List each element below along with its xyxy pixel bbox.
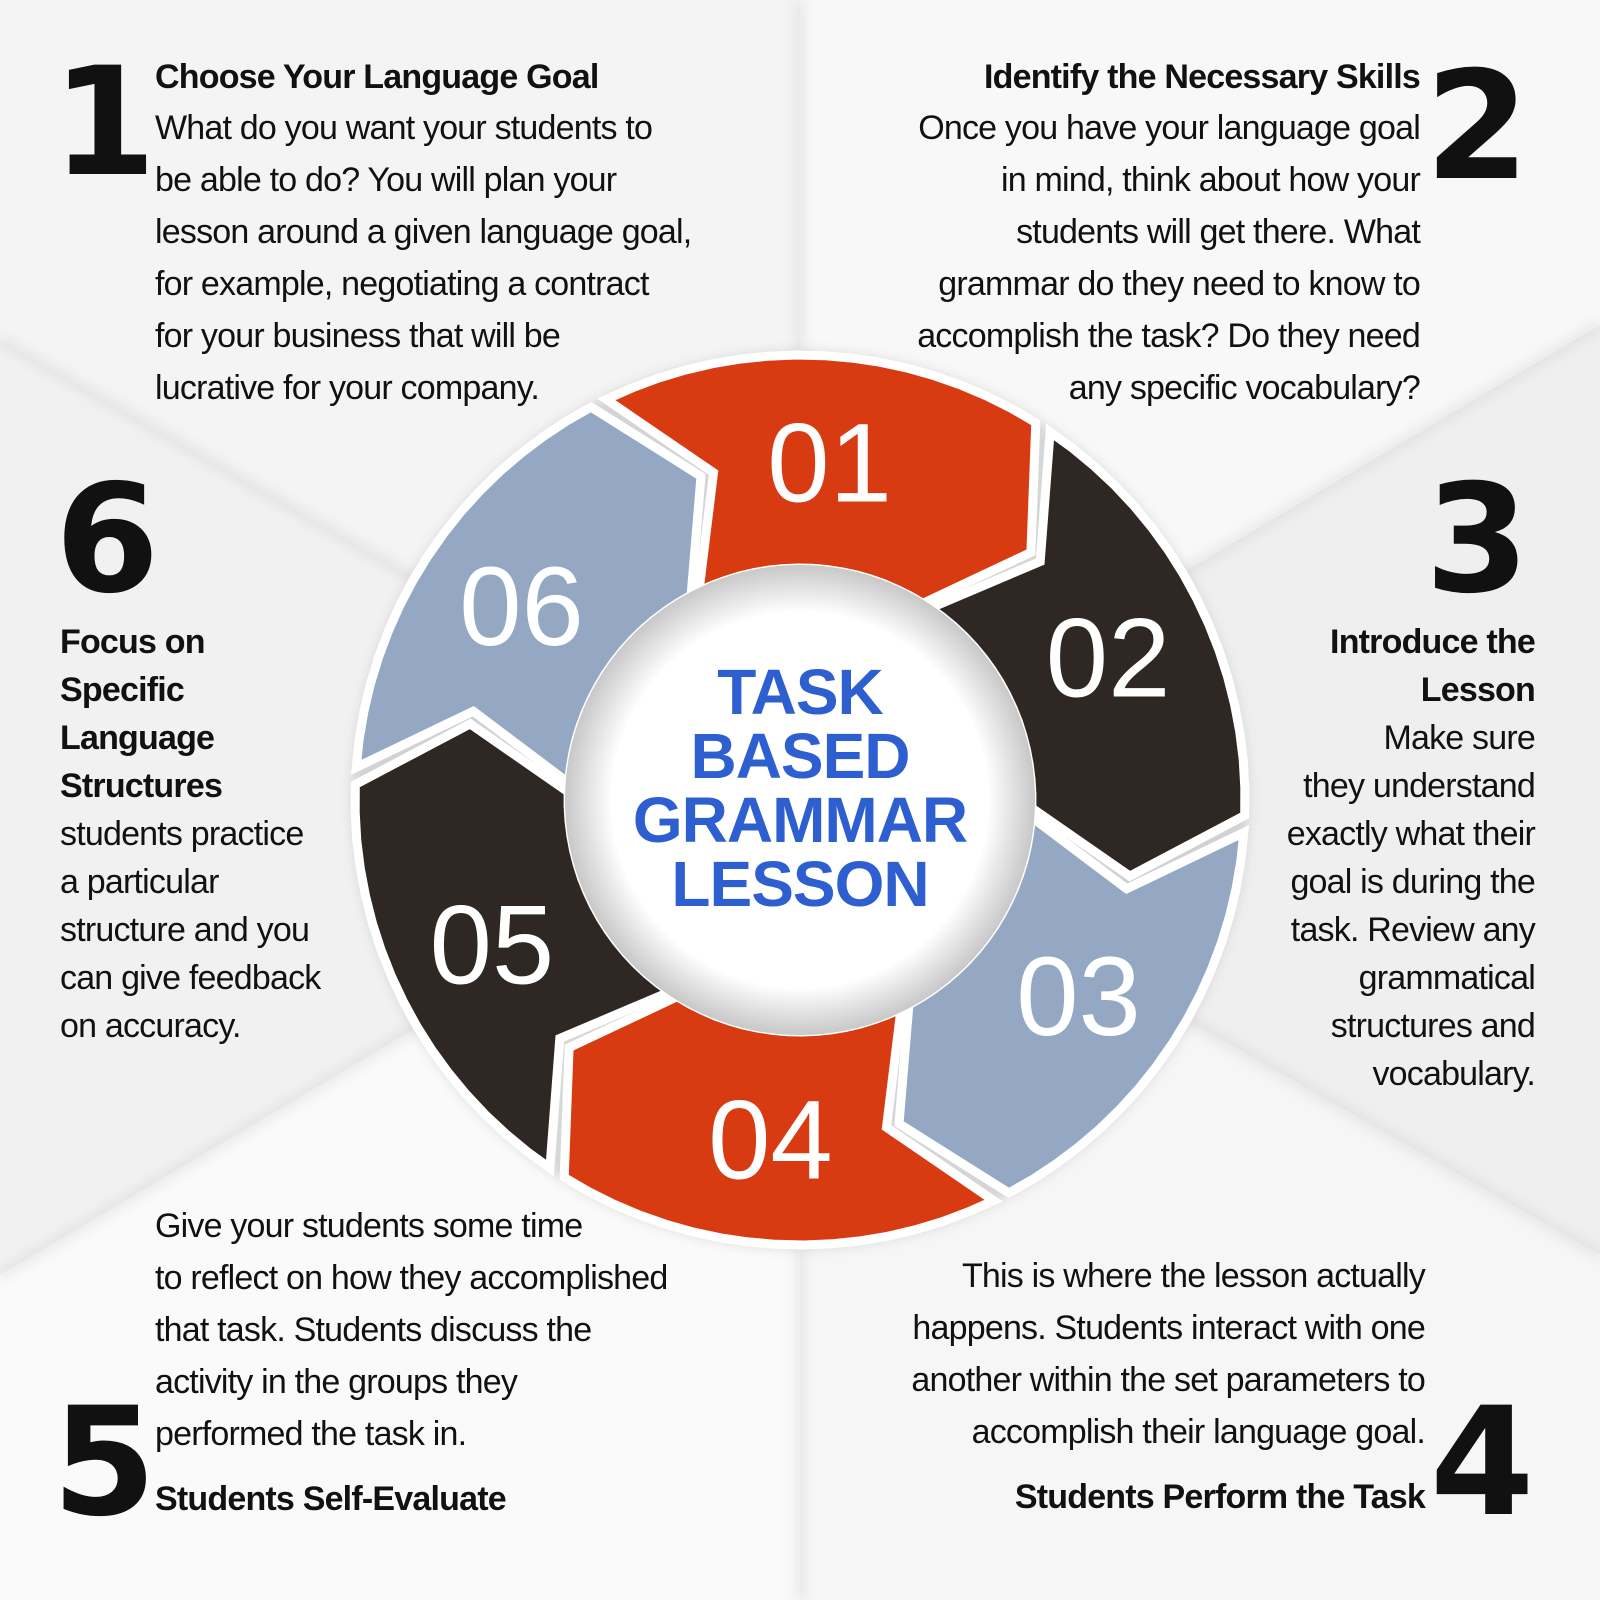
step-1-line: What do you want your students to bbox=[155, 109, 653, 147]
step-3-line: grammatical bbox=[1358, 959, 1535, 997]
step-2-line: in mind, think about how your bbox=[1000, 161, 1420, 199]
step-5-line: that task. Students discuss the bbox=[155, 1311, 592, 1349]
step-3-line: task. Review any bbox=[1290, 911, 1535, 949]
step-1-block bbox=[155, 52, 755, 414]
step-5-line: Give your students some time bbox=[155, 1207, 583, 1245]
step-2-line: grammar do they need to know to bbox=[938, 265, 1420, 303]
center-title-line: GRAMMAR bbox=[632, 784, 968, 856]
center-title-line: LESSON bbox=[671, 848, 929, 920]
step-3-line: structures and bbox=[1330, 1007, 1535, 1045]
step-6-title: Focus on bbox=[60, 623, 205, 661]
step-6-line: on accuracy. bbox=[60, 1007, 241, 1045]
step-4-number: 4 bbox=[1430, 1376, 1535, 1550]
step-5-block bbox=[155, 1200, 775, 1524]
step-3-number: 3 bbox=[1425, 453, 1530, 627]
step-2-line: accomplish the task? Do they need bbox=[917, 317, 1420, 355]
center-title-line: TASK bbox=[717, 656, 883, 728]
step-1-line: for example, negotiating a contract bbox=[155, 265, 649, 303]
segment-label-02: 02 bbox=[1045, 595, 1171, 721]
step-6-title: Specific bbox=[60, 671, 184, 709]
step-6-line: a particular bbox=[60, 863, 219, 901]
step-1-line: for your business that will be bbox=[155, 317, 560, 355]
step-1-line: lesson around a given language goal, bbox=[155, 213, 692, 251]
step-1-line: be able to do? You will plan your bbox=[155, 161, 617, 199]
center-title bbox=[560, 656, 1040, 920]
step-4-line: another within the set parameters to bbox=[911, 1361, 1425, 1399]
step-3-line: vocabulary. bbox=[1372, 1055, 1535, 1093]
center-title-line: BASED bbox=[690, 720, 910, 792]
step-4-line: accomplish their language goal. bbox=[971, 1413, 1425, 1451]
step-6-line: students practice bbox=[60, 815, 304, 853]
step-6-block bbox=[60, 618, 380, 1050]
step-2-block bbox=[820, 52, 1420, 414]
segment-label-03: 03 bbox=[1016, 934, 1141, 1059]
step-1-title: Choose Your Language Goal bbox=[155, 58, 599, 96]
step-6-number: 6 bbox=[55, 453, 160, 627]
step-4-line: This is where the lesson actually bbox=[961, 1257, 1425, 1295]
step-5-line: activity in the groups they bbox=[155, 1363, 518, 1401]
step-3-title: Introduce the bbox=[1330, 623, 1535, 661]
step-2-line: students will get there. What bbox=[1016, 213, 1420, 251]
step-3-block bbox=[1210, 618, 1535, 1098]
step-2-number: 2 bbox=[1425, 40, 1530, 214]
step-6-line: can give feedback bbox=[60, 959, 321, 997]
step-3-line: goal is during the bbox=[1290, 863, 1535, 901]
step-6-line: structure and you bbox=[60, 911, 310, 949]
step-5-line: performed the task in. bbox=[155, 1415, 467, 1453]
step-5-title: Students Self-Evaluate bbox=[155, 1480, 506, 1518]
step-3-title: Lesson bbox=[1420, 671, 1535, 709]
step-1-number: 1 bbox=[52, 36, 157, 210]
step-4-line: happens. Students interact with one bbox=[912, 1309, 1425, 1347]
step-4-block bbox=[820, 1250, 1425, 1522]
step-5-number: 5 bbox=[52, 1376, 157, 1550]
step-2-line: any specific vocabulary? bbox=[1068, 369, 1420, 407]
step-1-line: lucrative for your company. bbox=[155, 369, 540, 407]
step-4-title: Students Perform the Task bbox=[1014, 1478, 1425, 1516]
step-5-line: to reflect on how they accomplished bbox=[155, 1259, 668, 1297]
step-6-title: Structures bbox=[60, 767, 223, 805]
step-6-title: Language bbox=[60, 719, 215, 757]
segment-label-05: 05 bbox=[429, 882, 555, 1008]
step-3-line: Make sure bbox=[1383, 719, 1535, 757]
step-2-line: Once you have your language goal bbox=[918, 109, 1420, 147]
step-3-line: they understand bbox=[1303, 767, 1535, 805]
segment-label-04: 04 bbox=[708, 1077, 833, 1203]
step-2-title: Identify the Necessary Skills bbox=[983, 58, 1420, 96]
segment-label-01: 01 bbox=[767, 400, 892, 526]
step-3-line: exactly what their bbox=[1286, 815, 1535, 853]
segment-label-06: 06 bbox=[459, 544, 584, 669]
